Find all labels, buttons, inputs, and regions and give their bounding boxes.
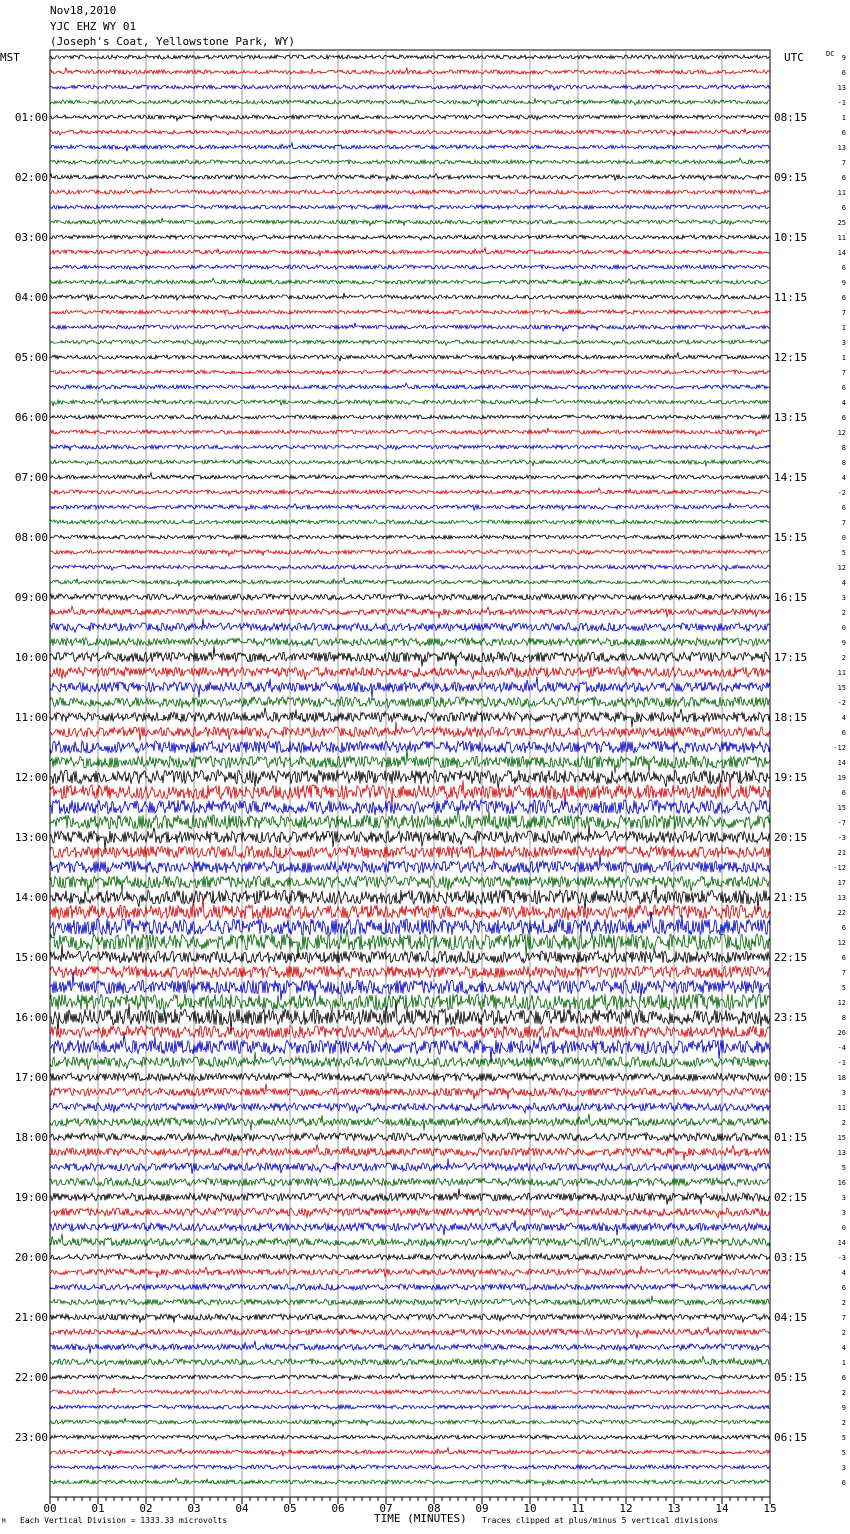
seismic-trace [50,1448,770,1457]
seismic-trace [50,1026,770,1039]
seismic-trace [50,1052,770,1070]
seismic-trace [50,265,770,269]
right-hour-label: 08:15 [774,111,808,124]
dc-offset-label: 6 [841,384,846,392]
x-tick-label: 15 [763,1502,777,1515]
seismic-trace [50,1188,770,1204]
seismic-trace [50,1234,770,1247]
dc-offset-label: 6 [841,174,846,182]
seismic-trace [50,749,770,774]
left-hour-label: 04:00 [14,291,48,304]
right-hour-label: 21:15 [774,891,808,904]
dc-offset-label: 6 [841,1479,846,1487]
dc-offset-label: 18 [837,1074,846,1082]
seismic-trace [50,278,770,286]
dc-offset-label: 11 [837,1104,846,1112]
seismic-trace [50,697,770,708]
seismic-trace [50,1478,770,1486]
seismic-trace [50,770,770,788]
seismic-trace [50,533,770,539]
seismic-trace [50,129,770,137]
dc-offset-label: 22 [837,909,846,917]
right-hour-label: 04:15 [774,1311,808,1324]
header-location: (Joseph's Coat, Yellowstone Park, WY) [50,35,296,48]
right-hour-label: 16:15 [774,591,808,604]
dc-offset-label: 2 [841,1389,846,1397]
seismic-trace [50,85,770,90]
left-hour-label: 15:00 [14,951,48,964]
x-tick-label: 04 [235,1502,249,1515]
left-timezone-label: MST [0,51,20,64]
dc-offset-label: 6 [841,294,846,302]
seismic-trace [50,619,770,633]
seismic-trace [50,565,770,571]
seismic-trace [50,885,770,912]
seismic-trace [50,383,770,389]
dc-offset-label: 11 [837,234,846,242]
seismic-trace [50,854,770,873]
right-hour-label: 05:15 [774,1371,808,1384]
left-hour-label: 20:00 [14,1251,48,1264]
dc-offset-label: 2 [841,1419,846,1427]
seismic-trace [50,1314,770,1323]
right-hour-label: 10:15 [774,231,808,244]
corner-mark: M [2,1518,6,1525]
dc-offset-label: 13 [837,894,846,902]
seismic-trace [50,1418,770,1426]
dc-offset-label: 1 [841,354,846,362]
seismic-trace [50,1178,770,1186]
seismic-trace [50,143,770,152]
right-timezone-label: UTC [784,51,804,64]
seismic-trace [50,310,770,314]
dc-offset-label: 8 [841,444,846,452]
seismic-trace [50,158,770,164]
right-hour-label: 23:15 [774,1011,808,1024]
x-tick-label: 11 [571,1502,585,1515]
dc-offset-label: 3 [841,1194,846,1202]
seismic-trace [50,876,770,894]
x-tick-label: 13 [667,1502,681,1515]
left-hour-label: 23:00 [14,1431,48,1444]
left-hour-label: 21:00 [14,1311,48,1324]
seismic-trace [50,68,770,74]
seismic-trace [50,777,770,807]
seismic-trace [50,55,770,59]
dc-offset-label: -2 [837,489,846,497]
seismic-trace [50,1284,770,1290]
x-tick-label: 10 [523,1502,537,1515]
seismic-trace [50,293,770,301]
left-hour-label: 11:00 [14,711,48,724]
dc-offset-label: 13 [837,84,846,92]
dc-offset-label: 6 [841,264,846,272]
dc-offset-label: 5 [841,549,846,557]
dc-offset-label: 16 [837,1179,846,1187]
dc-offset-label: 5 [841,984,846,992]
dc-offset-label: 4 [841,579,846,587]
dc-offset-label: 7 [841,1314,846,1322]
dc-offset-label: 7 [841,969,846,977]
dc-offset-label: 5 [841,1449,846,1457]
dc-offset-label: 11 [837,669,846,677]
dc-offset-label: 2 [841,1119,846,1127]
seismic-trace [50,235,770,240]
seismic-trace [50,1356,770,1365]
seismic-trace [50,606,770,618]
right-hour-label: 20:15 [774,831,808,844]
seismic-trace [50,1388,770,1394]
dc-offset-label: 25 [837,219,846,227]
seismic-trace [50,897,770,920]
seismic-trace [50,550,770,556]
x-tick-label: 02 [139,1502,153,1515]
seismic-trace [50,174,770,181]
dc-offset-label: 3 [841,339,846,347]
dc-offset-label: 13 [837,144,846,152]
dc-offset-label: 12 [837,429,846,437]
dc-offset-label: 11 [837,189,846,197]
dc-offset-label: 3 [841,1464,846,1472]
seismic-trace [50,1103,770,1113]
left-hour-label: 09:00 [14,591,48,604]
dc-offset-label: 6 [841,729,846,737]
right-hour-label: 09:15 [774,171,808,184]
header-station: YJC EHZ WY 01 [50,20,137,33]
left-hour-label: 18:00 [14,1131,48,1144]
x-tick-label: 09 [475,1502,489,1515]
seismic-trace [50,594,770,601]
dc-offset-label: 14 [837,759,846,767]
seismic-trace [50,966,770,978]
dc-offset-label: -3 [837,834,846,842]
left-hour-label: 22:00 [14,1371,48,1384]
dc-offset-label: 0 [841,624,846,632]
seismic-trace [50,800,770,815]
dc-offset-label: 4 [841,1269,846,1277]
dc-offset-label: 3 [841,594,846,602]
seismic-trace [50,340,770,345]
dc-offset-label: 5 [841,1164,846,1172]
seismic-trace [50,1435,770,1440]
seismic-trace [50,1465,770,1469]
left-hour-label: 08:00 [14,531,48,544]
dc-offset-label: 6 [841,129,846,137]
x-tick-label: 06 [331,1502,345,1515]
dc-offset-label: 8 [841,1014,846,1022]
dc-offset-label: 4 [841,714,846,722]
seismic-trace [50,708,770,728]
dc-offset-label: 17 [837,879,846,887]
right-hour-label: 18:15 [774,711,808,724]
dc-offset-label: 0 [841,1224,846,1232]
x-tick-label: 00 [43,1502,57,1515]
left-hour-label: 06:00 [14,411,48,424]
seismic-trace [50,98,770,106]
dc-offset-label: -12 [833,744,846,752]
seismic-trace [50,115,770,121]
dc-offset-label: 6 [841,954,846,962]
dc-offset-label: 2 [841,609,846,617]
right-hour-label: 17:15 [774,651,808,664]
right-hour-label: 00:15 [774,1071,808,1084]
seismic-trace [50,1145,770,1161]
left-hour-label: 03:00 [14,231,48,244]
left-hour-label: 13:00 [14,831,48,844]
x-tick-label: 12 [619,1502,633,1515]
seismic-trace [50,722,770,741]
seismic-trace [50,809,770,829]
dc-offset-label: 1 [841,324,846,332]
dc-offset-label: 9 [841,639,846,647]
dc-offset-label: -4 [837,1044,846,1052]
seismic-trace [50,1220,770,1235]
dc-offset-label: 6 [841,789,846,797]
dc-offset-label: 9 [841,279,846,287]
right-hour-label: 19:15 [774,771,808,784]
seismic-trace [50,1405,770,1409]
right-hour-label: 15:15 [774,531,808,544]
right-hour-label: 01:15 [774,1131,808,1144]
x-tick-label: 14 [715,1502,729,1515]
seismic-trace [50,741,770,753]
right-hour-label: 12:15 [774,351,808,364]
right-hour-label: 22:15 [774,951,808,964]
seismic-trace [50,638,770,646]
left-hour-label: 12:00 [14,771,48,784]
dc-offset-label: 21 [837,849,846,857]
dc-offset-label: 3 [841,1209,846,1217]
seismic-trace [50,398,770,406]
dc-offset-label: 15 [837,684,846,692]
x-tick-label: 01 [91,1502,105,1515]
seismic-trace [50,248,770,256]
seismic-trace [50,459,770,467]
dc-offset-label: 6 [841,1374,846,1382]
dc-offset-label: 12 [837,564,846,572]
dc-offset-label: -3 [837,1254,846,1262]
dc-offset-label: 4 [841,474,846,482]
dc-offset-label: 2 [841,1329,846,1337]
left-hour-label: 05:00 [14,351,48,364]
dc-offset-label: 2 [841,1299,846,1307]
dc-offset-label: 26 [837,1029,846,1037]
dc-offset-label: 6 [841,204,846,212]
dc-offset-label: 6 [841,414,846,422]
seismic-trace [50,1208,770,1218]
dc-offset-label: 6 [841,69,846,77]
dc-offset-label: 7 [841,309,846,317]
dc-offset-label: 1 [841,1359,846,1367]
seismic-trace [50,445,770,451]
right-hour-label: 02:15 [774,1191,808,1204]
dc-offset-label: 0 [841,534,846,542]
seismic-trace [50,428,770,436]
seismic-trace [50,1114,770,1131]
dc-offset-label: 2 [841,654,846,662]
seismic-trace [50,667,770,680]
seismic-trace [50,520,770,524]
x-axis-title: TIME (MINUTES) [374,1512,467,1525]
seismic-trace [50,503,770,511]
dc-offset-label: 14 [837,1239,846,1247]
seismic-trace [50,578,770,587]
seismic-trace [50,1251,770,1260]
dc-offset-label: 8 [841,459,846,467]
clip-note: Traces clipped at plus/minus 5 vertical divisions [482,1516,719,1525]
right-hour-label: 14:15 [774,471,808,484]
dc-offset-label: 9 [841,1404,846,1412]
right-hour-label: 03:15 [774,1251,808,1264]
dc-offset-label: 12 [837,939,846,947]
seismic-trace [50,1327,770,1338]
left-hour-label: 19:00 [14,1191,48,1204]
dc-offset-label: 4 [841,1344,846,1352]
right-hour-label: 06:15 [774,1431,808,1444]
seismic-trace [50,1000,770,1034]
dc-offset-label: 6 [841,1284,846,1292]
dc-offset-label: 7 [841,369,846,377]
dc-offset-label: 14 [837,249,846,257]
seismic-trace [50,1133,770,1142]
dc-offset-label: -1 [837,99,846,107]
seismic-trace [50,323,770,331]
left-hour-label: 10:00 [14,651,48,664]
seismic-trace [50,1296,770,1305]
dc-offset-label: 3 [841,1089,846,1097]
dc-offset-label: 7 [841,159,846,167]
seismic-trace [50,353,770,362]
seismic-trace [50,1159,770,1174]
seismic-trace [50,205,770,209]
left-hour-label: 17:00 [14,1071,48,1084]
dc-offset-label: 6 [841,504,846,512]
left-hour-label: 02:00 [14,171,48,184]
seismic-trace [50,912,770,936]
dc-offset-label: 15 [837,1134,846,1142]
header-date: Nov18,2010 [50,4,117,17]
dc-offset-label: 15 [837,804,846,812]
seismic-trace [50,646,770,666]
left-hour-label: 14:00 [14,891,48,904]
x-tick-label: 03 [187,1502,201,1515]
seismic-trace [50,370,770,374]
seismic-trace [50,415,770,419]
seismic-trace [50,1341,770,1354]
dc-offset-label: 1 [841,114,846,122]
right-hour-label: 13:15 [774,411,808,424]
seismic-trace [50,677,770,698]
seismic-trace [50,846,770,858]
dc-offset-label: 5 [841,1434,846,1442]
dc-offset-label: 7 [841,519,846,527]
seismic-trace [50,944,770,963]
dc-offset-label: -7 [837,819,846,827]
left-hour-label: 16:00 [14,1011,48,1024]
dc-offset-header: DC [826,50,835,58]
dc-offset-label: 19 [837,774,846,782]
left-hour-label: 01:00 [14,111,48,124]
x-tick-label: 05 [283,1502,297,1515]
dc-offset-label: 13 [837,1149,846,1157]
right-hour-label: 11:15 [774,291,808,304]
seismic-trace [50,1073,770,1081]
scale-note: Each Vertical Division = 1333.33 microvolts [20,1516,228,1525]
seismic-trace [50,473,770,480]
dc-offset-label: -1 [837,1059,846,1067]
seismic-trace [50,1266,770,1279]
dc-offset-label: 9 [841,54,846,62]
dc-offset-label: -2 [837,699,846,707]
left-hour-label: 07:00 [14,471,48,484]
seismic-trace [50,1374,770,1381]
seismic-trace [50,218,770,226]
dc-offset-label: 12 [837,999,846,1007]
x-tick-label: 08 [427,1502,441,1515]
x-tick-label: 07 [379,1502,393,1515]
seismic-trace [50,1083,770,1099]
dc-offset-label: 6 [841,924,846,932]
seismic-trace [50,488,770,494]
seismic-trace [50,188,770,194]
dc-offset-label: -12 [833,864,846,872]
dc-offset-label: 4 [841,399,846,407]
